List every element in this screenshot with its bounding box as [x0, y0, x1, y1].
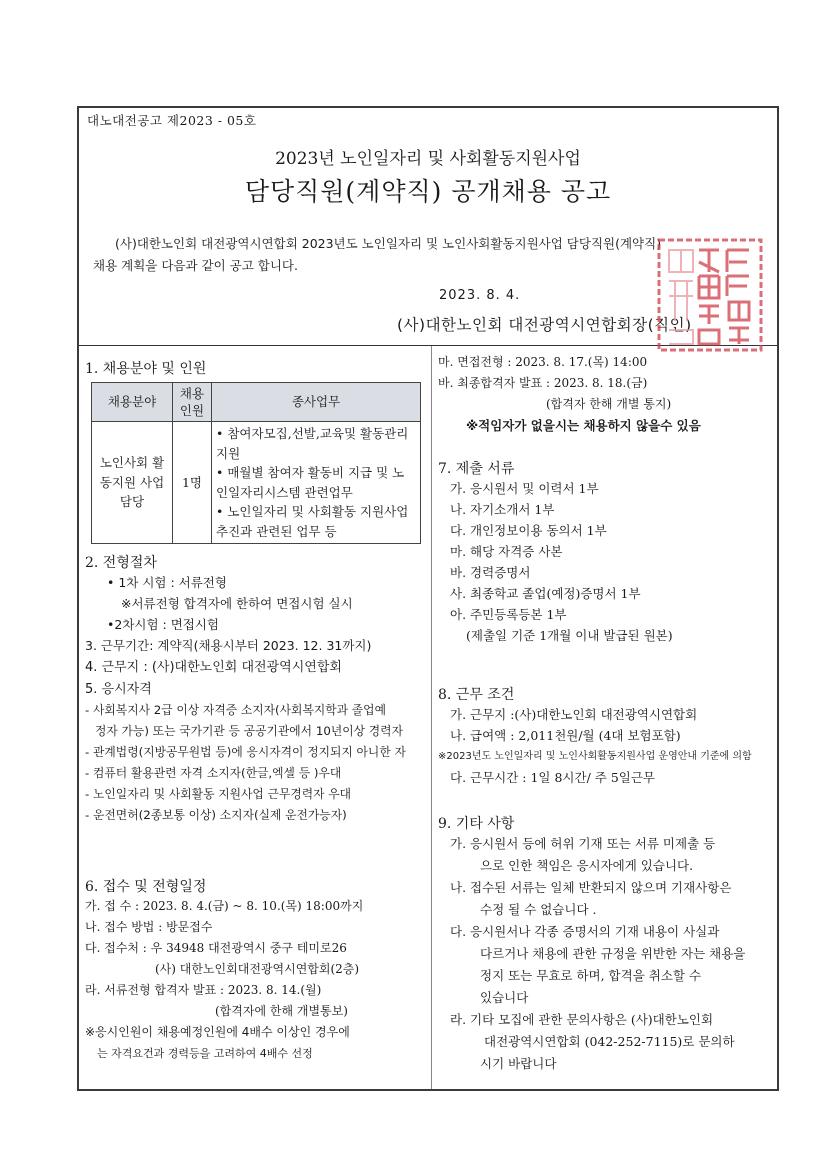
table-header-row — [92, 383, 421, 422]
schedule-note: 는 자격요건과 경력등을 고려하여 4배수 선정 — [97, 1047, 313, 1060]
schedule-note: (합격자 한해 개별 통지) — [546, 397, 672, 411]
header-duties: 종사업무 — [212, 383, 421, 422]
intro-line-1: (사)대한노인회 대전광역시연합회 2023년도 노인일자리 및 노인사회활동지원사업 담당직원(계약직) — [115, 236, 662, 251]
document-item: 아. 주민등록등본 1부 — [450, 607, 567, 622]
condition-item: 다. 근무시간 : 1일 8시간/ 주 5일근무 — [450, 770, 655, 785]
section-8-title: 8. 근무 조건 — [438, 687, 515, 703]
section-9-title: 9. 기타 사항 — [438, 816, 515, 832]
warning-note: ※적임자가 없을시는 채용하지 않을수 있음 — [466, 418, 701, 433]
condition-note: ※2023년도 노인일자리 및 노인사회활동지원사업 운영안내 기준에 의함 — [438, 751, 752, 762]
misc-item: 다. 응시원서나 각종 증명서의 기재 내용이 사실과 — [450, 924, 720, 939]
schedule-item: 가. 접 수 : 2023. 8. 4.(금) ~ 8. 10.(목) 18:00까지 — [85, 899, 364, 913]
cell-duties — [212, 422, 421, 544]
condition-item: 나. 급여액 : 2,011천원/월 (4대 보험포함) — [450, 728, 681, 743]
cell-count: 1명 — [173, 422, 212, 544]
section-2 — [85, 552, 430, 826]
process-step: •2차시험 : 면접시험 — [107, 617, 220, 632]
schedule-item: 라. 서류전형 합격자 발표 : 2023. 8. 14.(월) — [85, 983, 322, 997]
document-item: 마. 해당 자격증 사본 — [450, 544, 563, 559]
misc-item: 으로 인한 책임은 응시자에게 있습니다. — [480, 858, 694, 873]
section-5-title: 5. 응시자격 — [85, 682, 152, 697]
duty-item: • 노인일자리 및 사회활동 지원사업 추진과 관련된 업무 등 — [216, 504, 409, 539]
notice-signer: (사)대한노인회 대전광역시연합회장(직인) — [397, 316, 692, 334]
document-item: 나. 자기소개서 1부 — [450, 502, 555, 517]
section-6 — [85, 876, 430, 1064]
notice-subtitle: 2023년 노인일자리 및 사회활동지원사업 — [275, 149, 581, 169]
section-1-title: 1. 채용분야 및 인원 — [85, 361, 207, 377]
schedule-item: 바. 최종합격자 발표 : 2023. 8. 18.(금) — [438, 376, 648, 390]
schedule-note: (합격자에 한해 개별통보) — [215, 1004, 348, 1018]
schedule-item: 나. 접수 방법 : 방문접수 — [85, 920, 213, 934]
right-column — [432, 346, 777, 1089]
section-6-title: 6. 접수 및 전형일정 — [85, 879, 207, 895]
misc-item: 나. 접수된 서류는 일체 반환되지 않으며 기재사항은 — [450, 880, 732, 895]
qualification-item: - 운전면허(2종보통 이상) 소지자(실제 운전가능자) — [85, 808, 347, 822]
notice-date: 2023. 8. 4. — [439, 288, 521, 303]
document-item: 사. 최종학교 졸업(예정)증명서 1부 — [450, 586, 641, 601]
left-column — [79, 346, 432, 1089]
official-seal-icon — [655, 236, 765, 354]
schedule-item: 마. 면접전형 : 2023. 8. 17.(목) 14:00 — [438, 355, 648, 369]
section-2-title: 2. 전형절차 — [85, 555, 157, 571]
duty-item: • 매월별 참여자 활동비 지급 및 노인일자리시스템 관련업무 — [216, 465, 405, 500]
qualification-item: - 사회복지사 2급 이상 자격증 소지자(사회복지학과 졸업예 — [85, 703, 386, 717]
misc-item: 가. 응시원서 등에 허위 기재 또는 서류 미제출 등 — [450, 836, 716, 851]
section-9 — [438, 813, 783, 1075]
header-count: 채용 인원 — [173, 383, 212, 422]
process-note: ※서류전형 합격자에 한하여 면접시험 실시 — [121, 596, 353, 611]
notice-title: 담당직원(계약직) 공개채용 공고 — [244, 177, 612, 206]
qualification-item: - 컴퓨터 활용관련 자격 소지자(한글,엑셀 등 )우대 — [85, 766, 342, 780]
misc-item: 수정 될 수 없습니다 . — [480, 902, 597, 917]
misc-item: 있습니다 — [480, 990, 529, 1005]
qualification-item: 정자 가능) 또는 국가기관 등 공공기관에서 10년이상 경력자 — [95, 724, 403, 738]
document-note: (제출일 기준 1개월 이내 발급된 원본) — [466, 628, 673, 643]
schedule-item: 다. 접수처 : 우 34948 대전광역시 중구 테미로26 — [85, 941, 347, 955]
recruitment-table — [91, 382, 421, 544]
process-step: • 1차 시험 : 서류전형 — [107, 575, 227, 590]
qualification-item: - 노인일자리 및 사회활동 지원사업 근무경력자 우대 — [85, 787, 352, 801]
header-field: 채용분야 — [92, 383, 173, 422]
notice-header — [79, 108, 777, 346]
notice-frame — [77, 106, 779, 1091]
section-8 — [438, 684, 783, 788]
document-item: 다. 개인정보이용 동의서 1부 — [450, 523, 607, 538]
document-item: 가. 응시원서 및 이력서 1부 — [450, 481, 599, 496]
section-7 — [438, 458, 778, 646]
notice-reference-number: 대노대전공고 제2023 - 05호 — [87, 113, 257, 128]
misc-item: 다르거나 채용에 관한 규정을 위반한 자는 채용을 — [480, 946, 746, 961]
table-row — [92, 422, 421, 544]
intro-line-2: 채용 계획을 다음과 같이 공고 합니다. — [93, 258, 298, 273]
section-6-continued — [438, 352, 778, 436]
cell-field: 노인사회 활동지원 사업담당 — [92, 422, 173, 544]
misc-item: 정지 또는 무효로 하며, 합격을 취소할 수 — [480, 968, 702, 983]
qualification-item: - 관계법령(지방공무원법 등)에 응시자격이 정지되지 아니한 자 — [85, 745, 406, 759]
section-4-title: 4. 근무지 : (사)대한노인회 대전광역시연합회 — [85, 660, 342, 675]
condition-item: 가. 근무지 :(사)대한노인회 대전광역시연합회 — [450, 707, 698, 722]
duty-item: • 참여자모집,선발,교육및 활동관리지원 — [216, 426, 409, 461]
schedule-item: (사) 대한노인회대전광역시연합회(2층) — [155, 962, 360, 976]
section-7-title: 7. 제출 서류 — [438, 461, 515, 477]
section-3-title: 3. 근무기간: 계약직(채용시부터 2023. 12. 31까지) — [85, 638, 372, 653]
misc-item: 시기 바랍니다 — [480, 1056, 557, 1071]
document-item: 바. 경력증명서 — [450, 565, 531, 580]
misc-item: 라. 기타 모집에 관한 문의사항은 (사)대한노인회 — [450, 1012, 714, 1027]
schedule-note: ※응시인원이 채용예정인원에 4배수 이상인 경우에 — [85, 1025, 350, 1039]
contact-info: 대전광역시연합회 (042-252-7115)로 문의하 — [484, 1034, 735, 1049]
